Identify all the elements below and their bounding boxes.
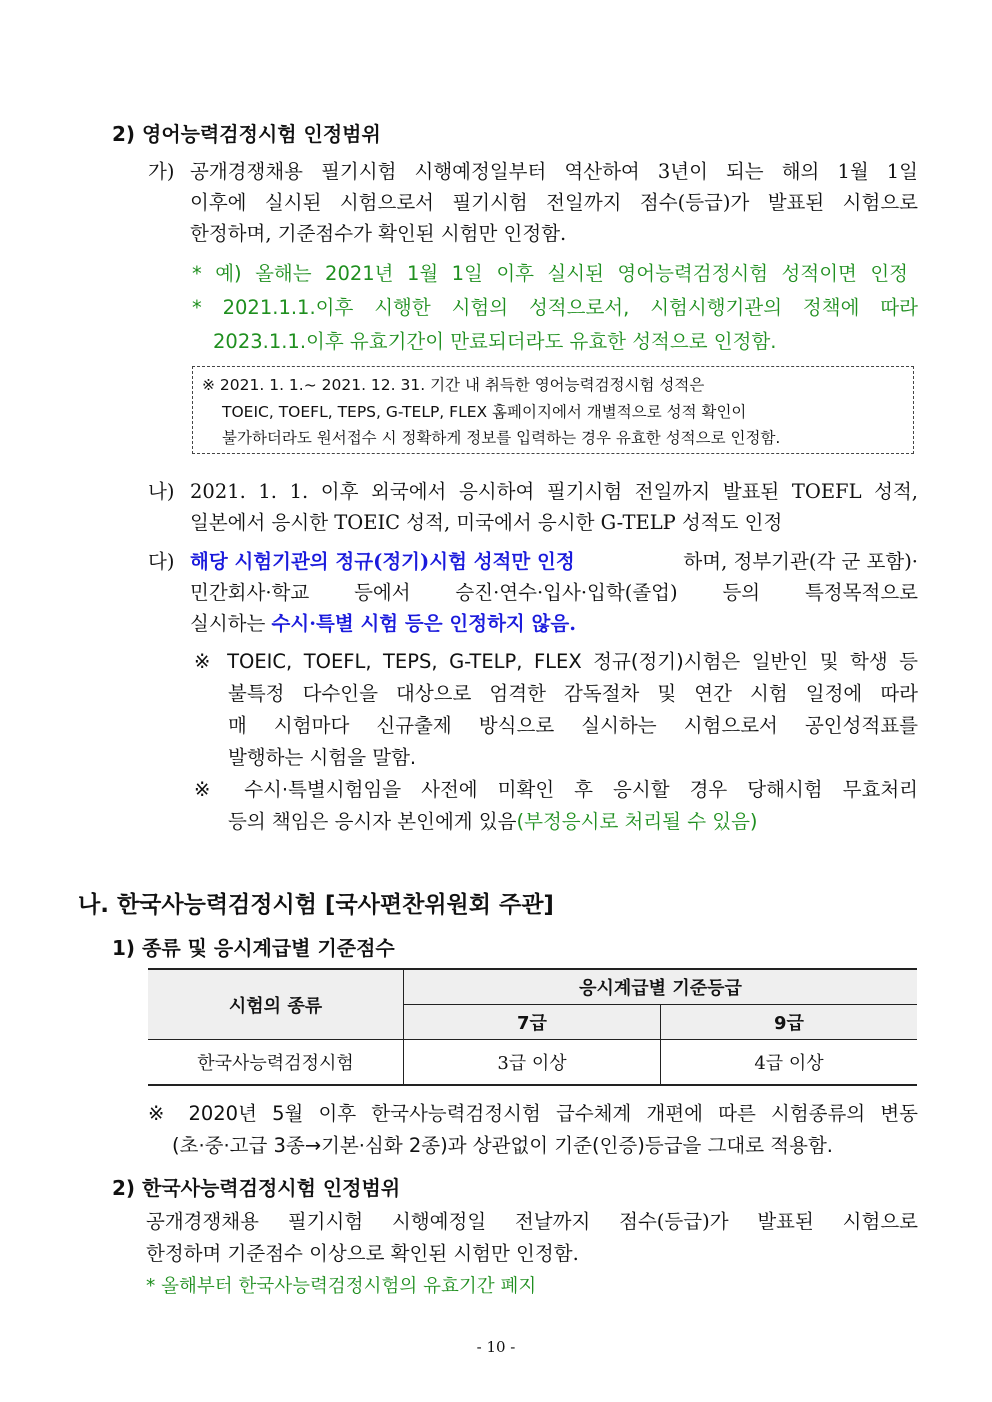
paragraph-text: 실시하는 <box>190 612 272 635</box>
reference-note <box>228 806 758 834</box>
reference-note: ※ 수시·특별시험임을 사전에 미확인 후 응시할 경우 당해시험 무효처리 <box>194 778 918 801</box>
paragraph-text: 하며, 정부기관(각 군 포함)· <box>683 550 918 573</box>
green-note: * 2021.1.1.이후 시행한 시험의 성적으로서, 시험시행기관의 정책에 따라 <box>192 296 918 319</box>
paragraph-line: 민간회사·학교 등에서 승진·연수·입사·입학(졸업) 등의 특정목적으로 <box>190 581 918 604</box>
reference-note: 매 시험마다 신규출제 방식으로 실시하는 시험으로서 공인성적표를 <box>228 714 918 737</box>
paragraph-line <box>190 546 918 574</box>
item-marker-da: 다) <box>148 550 175 573</box>
paragraph-line <box>190 608 576 636</box>
table-note: (초·중·고급 3종→기본·심화 2종)과 상관없이 기준(인증)등급을 그대로 적용함. <box>172 1134 834 1157</box>
table-cell-exam: 한국사능력검정시험 <box>148 1040 404 1086</box>
emphasis-text: 수시·특별 시험 등은 인정하지 않음. <box>271 612 576 635</box>
header-grade: 응시계급별 기준등급 <box>404 969 918 1005</box>
reference-note: 불특정 다수인을 대상으로 엄격한 감독절차 및 연간 시험 일정에 따라 <box>228 682 918 705</box>
section-title: 2) 영어능력검정시험 인정범위 <box>112 122 381 146</box>
green-note: (부정응시로 처리될 수 있음) <box>516 810 758 833</box>
reference-note: 발행하는 시험을 말함. <box>228 746 417 769</box>
page-number: - 10 - <box>476 1338 516 1356</box>
note-box-line: TOEIC, TOEFL, TEPS, G-TELP, FLEX 홈페이지에서 개별적으로 성적 확인이 <box>222 403 747 421</box>
paragraph-line: 한정하며, 기준점수가 확인된 시험만 인정함. <box>190 222 567 245</box>
note-box-line: ※ 2021. 1. 1.~ 2021. 12. 31. 기간 내 취득한 영어능력검정시험 성적은 <box>202 376 705 394</box>
green-note: * 예) 올해는 2021년 1월 1일 이후 실시된 영어능력검정시험 성적이면 인정 <box>192 262 908 285</box>
header-grade-9: 9급 <box>661 1005 918 1040</box>
note-box-line: 불가하더라도 원서접수 시 정확하게 정보를 입력하는 경우 유효한 성적으로 인정함. <box>222 429 781 447</box>
paragraph-line: 2021. 1. 1. 이후 외국에서 응시하여 필기시험 전일까지 발표된 TOEFL 성적, <box>190 480 918 503</box>
table-cell-grade-7: 3급 이상 <box>404 1040 661 1086</box>
emphasis-text: 해당 시험기관의 정규(정기)시험 성적만 인정 <box>190 550 575 573</box>
header-exam-type: 시험의 종류 <box>148 969 404 1040</box>
table-note: ※ 2020년 5월 이후 한국사능력검정시험 급수체계 개편에 따른 시험종류의 변동 <box>148 1102 918 1125</box>
subsection-title: 2) 한국사능력검정시험 인정범위 <box>112 1176 401 1200</box>
table-cell-grade-9: 4급 이상 <box>661 1040 918 1086</box>
paragraph-line: 공개경쟁채용 필기시험 시행예정일부터 역산하여 3년이 되는 해의 1월 1일 <box>190 160 918 183</box>
reference-note: ※ TOEIC, TOEFL, TEPS, G-TELP, FLEX 정규(정기)시험은 일반인 및 학생 등 <box>194 650 918 673</box>
green-note: * 올해부터 한국사능력검정시험의 유효기간 폐지 <box>146 1276 537 1297</box>
section-heading: 나. 한국사능력검정시험 [국사편찬위원회 주관] <box>78 892 554 918</box>
paragraph-line: 일본에서 응시한 TOEIC 성적, 미국에서 응시한 G-TELP 성적도 인정 <box>190 511 783 534</box>
item-marker-ga: 가) <box>148 160 175 183</box>
paragraph-line: 이후에 실시된 시험으로서 필기시험 전일까지 점수(등급)가 발표된 시험으로 <box>190 191 918 214</box>
green-note: 2023.1.1.이후 유효기간이 만료되더라도 유효한 성적으로 인정함. <box>213 330 777 353</box>
subsection-title: 1) 종류 및 응시계급별 기준점수 <box>112 936 395 960</box>
score-table <box>148 968 917 1086</box>
paragraph-text: 등의 책임은 응시자 본인에게 있음 <box>228 810 517 833</box>
paragraph-line: 공개경쟁채용 필기시험 시행예정일 전날까지 점수(등급)가 발표된 시험으로 <box>146 1210 918 1233</box>
header-grade-7: 7급 <box>404 1005 661 1040</box>
item-marker-na: 나) <box>148 480 175 503</box>
paragraph-line: 한정하며 기준점수 이상으로 확인된 시험만 인정함. <box>146 1242 579 1265</box>
